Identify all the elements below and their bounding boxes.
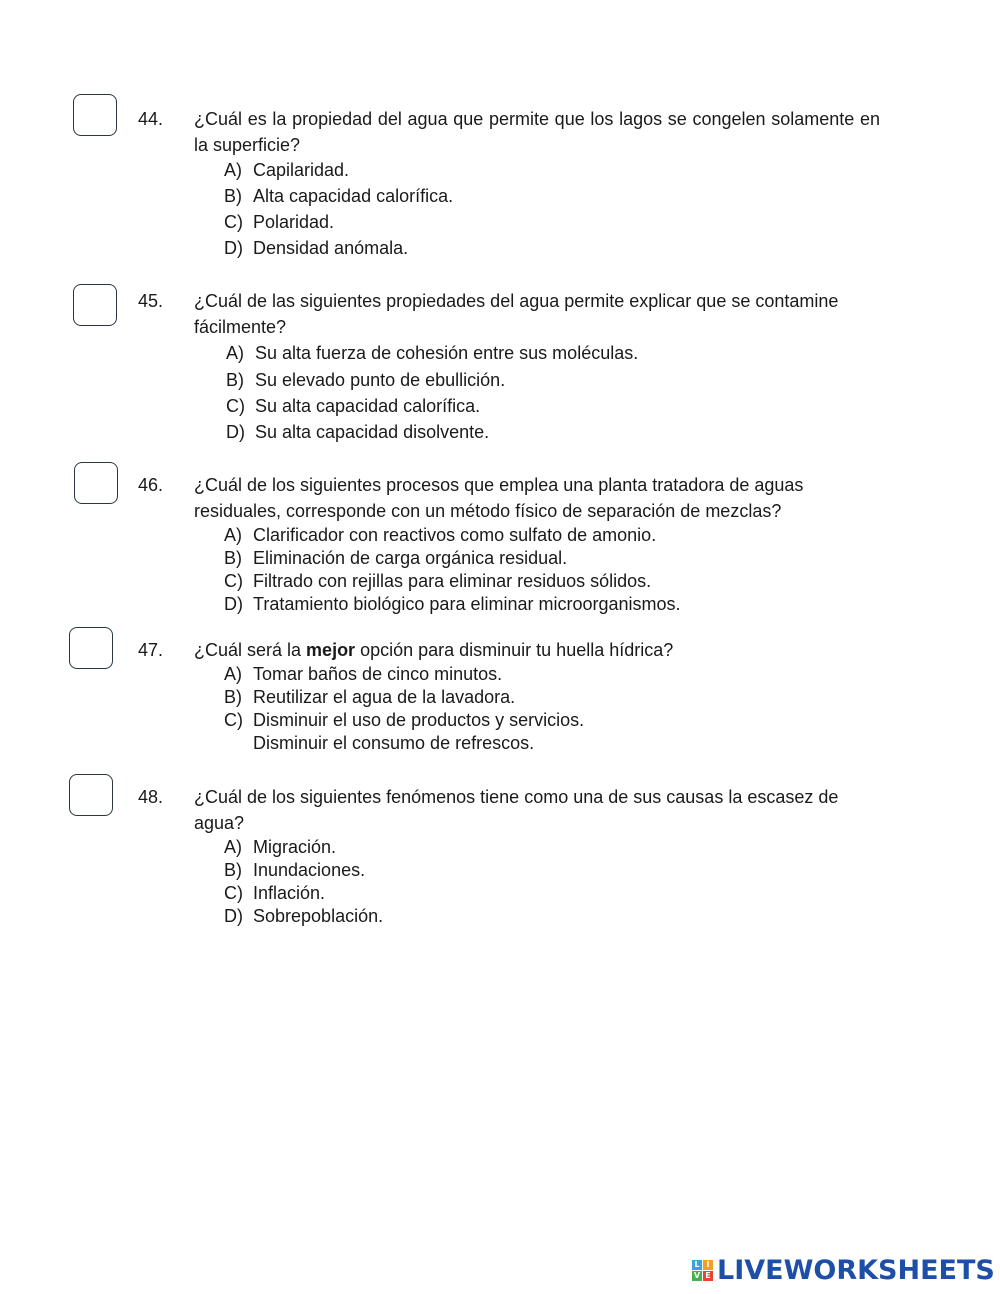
logo-icon-letter: L <box>692 1260 702 1270</box>
question-text-45: ¿Cuál de las siguientes propiedades del agua permite explicar que se contamine fácilmente? <box>194 291 839 337</box>
answer-box-48[interactable] <box>69 774 113 816</box>
option-46-b: B) Eliminación de carga orgánica residual. <box>224 548 568 568</box>
option-48-a: A) Migración. <box>224 837 337 857</box>
option-46-a: A) Clarificador con reactivos como sulfato de amonio. <box>224 525 657 545</box>
option-47-d: Disminuir el consumo de refrescos. <box>253 733 535 753</box>
liveworksheets-logo-icon <box>692 1260 713 1281</box>
option-48-c: C) Inflación. <box>224 883 326 903</box>
answer-box-46[interactable] <box>74 462 118 504</box>
option-47-b: B) Reutilizar el agua de la lavadora. <box>224 687 516 707</box>
emphasis-mejor: mejor <box>306 640 356 660</box>
option-46-d: D) Tratamiento biológico para eliminar microorganismos. <box>224 594 681 614</box>
option-48-d: D) Sobrepoblación. <box>224 906 384 926</box>
question-number-45: 45. <box>138 291 164 311</box>
answer-box-47[interactable] <box>69 627 113 669</box>
question-text-46: ¿Cuál de los siguientes procesos que emplea una planta tratadora de aguas residuales, corresponde con un método físico de separación de mezclas? <box>194 475 804 521</box>
logo-icon-letter: E <box>703 1271 713 1281</box>
logo-text: LIVEWORKSHEETS <box>717 1254 995 1286</box>
option-47-c: C) Disminuir el uso de productos y servicios. <box>224 710 585 730</box>
question-number-44: 44. <box>138 109 164 129</box>
answer-box-44[interactable] <box>73 94 117 136</box>
logo-icon-letter: V <box>693 1270 701 1280</box>
question-number-47: 47. <box>138 640 164 660</box>
liveworksheets-logo[interactable] <box>692 1253 995 1287</box>
option-48-b: B) Inundaciones. <box>224 860 366 880</box>
option-47-a: A) Tomar baños de cinco minutos. <box>224 664 503 684</box>
question-text-48: ¿Cuál de los siguientes fenómenos tiene como una de sus causas la escasez de agua? <box>194 787 839 833</box>
question-number-48: 48. <box>138 787 164 807</box>
logo-icon-letter: I <box>703 1260 713 1270</box>
option-45-c: C) Su alta capacidad calorífica. <box>226 396 481 416</box>
question-text-44: ¿Cuál es la propiedad del agua que permite que los lagos se congelen solamente en la superficie? <box>194 109 880 155</box>
question-text-47: ¿Cuál será la mejor opción para disminuir tu huella hídrica? <box>194 640 674 660</box>
option-44-c: C) Polaridad. <box>224 212 335 232</box>
option-44-a: A) Capilaridad. <box>224 160 350 180</box>
option-45-d: D) Su alta capacidad disolvente. <box>226 422 490 442</box>
option-45-a: A) Su alta fuerza de cohesión entre sus moléculas. <box>226 343 639 363</box>
option-46-c: C) Filtrado con rejillas para eliminar residuos sólidos. <box>224 571 652 591</box>
answer-box-45[interactable] <box>73 284 117 326</box>
option-44-b: B) Alta capacidad calorífica. <box>224 186 454 206</box>
question-number-46: 46. <box>138 475 164 495</box>
option-45-b: B) Su elevado punto de ebullición. <box>226 370 506 390</box>
option-44-d: D) Densidad anómala. <box>224 238 409 258</box>
